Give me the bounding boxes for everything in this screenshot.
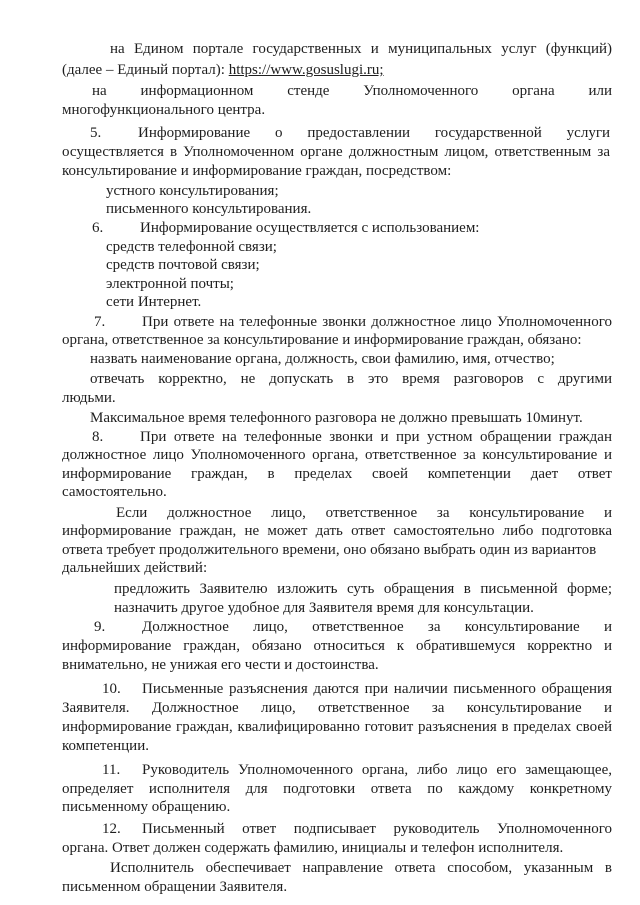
text-line: письменном обращении Заявителя.: [62, 879, 288, 895]
text-line: ответа требует продолжительного времени, оно обязано выбрать один из вариантов: [62, 542, 597, 558]
text-line: средств почтовой связи;: [106, 257, 260, 273]
text-line: Максимальное время телефонного разговора не должно превышать 10минут.: [90, 410, 583, 426]
text-line: назначить другое удобное для Заявителя время для консультации.: [114, 600, 534, 616]
text-fragment: При ответе на телефонные звонки должностное лицо Уполномоченного: [142, 314, 612, 330]
gosuslugi-link[interactable]: https://www.gosuslugi.ru;: [228, 62, 384, 78]
text-fragment: Письменные разъяснения даются при наличии письменного обращения: [142, 681, 612, 697]
text-line: многофункционального центра.: [62, 102, 266, 118]
text-fragment: Должностное лицо, ответственное за консультирование и: [142, 619, 612, 635]
text-line: средств телефонной связи;: [106, 239, 277, 255]
text-line: органа, ответственное за консультирование и информирование граждан, обязано:: [62, 332, 582, 348]
text-line: [102, 680, 612, 698]
text-line: [90, 124, 610, 142]
text-line: устного консультирования;: [106, 183, 279, 199]
text-fragment: (далее – Единый портал):: [62, 62, 229, 78]
text-line: компетенции.: [62, 738, 149, 754]
text-line: [102, 820, 612, 838]
text-fragment: Руководитель Уполномоченного органа, либо лицо его замещающее,: [142, 762, 612, 778]
text-line: предложить Заявителю изложить суть обращения в письменной форме;: [114, 581, 612, 597]
text-line: определяет исполнителя для подготовки ответа по каждому конкретному: [62, 781, 612, 797]
text-line: информирование граждан, в пределах своей компетенции дает ответ: [62, 466, 612, 482]
text-line: [62, 61, 384, 79]
text-fragment: Информирование о предоставлении государственной услуги: [138, 125, 610, 141]
text-line: на информационном стенде Уполномоченного органа или: [92, 83, 612, 99]
text-line: [94, 618, 612, 636]
text-line: письменному обращению.: [62, 799, 231, 815]
text-line: Заявителя. Должностное лицо, ответственное за консультирование и: [62, 700, 612, 716]
text-line: информирование граждан, не может дать ответ самостоятельно либо подготовка: [62, 523, 612, 539]
item-number: 11.: [102, 762, 121, 778]
text-line: [94, 313, 612, 331]
item-number: 9.: [94, 619, 106, 635]
text-fragment: Информирование осуществляется с использованием:: [140, 220, 480, 236]
text-line: дальнейших действий:: [62, 560, 208, 576]
item-number: 8.: [92, 429, 104, 445]
text-line: людьми.: [62, 390, 116, 406]
text-line: информирование граждан, квалифицированно готовит разъяснения в пределах своей: [62, 719, 612, 735]
text-line: самостоятельно.: [62, 484, 167, 500]
item-number: 7.: [94, 314, 106, 330]
text-line: [102, 761, 612, 779]
item-number: 12.: [102, 821, 121, 837]
text-fragment: Письменный ответ подписывает руководитель Уполномоченного: [142, 821, 612, 837]
text-line: [92, 219, 479, 237]
text-line: назвать наименование органа, должность, свои фамилию, имя, отчество;: [90, 351, 555, 367]
text-line: [92, 428, 612, 446]
text-line: органа. Ответ должен содержать фамилию, инициалы и телефон исполнителя.: [62, 840, 564, 856]
text-line: электронной почты;: [106, 276, 234, 292]
item-number: 6.: [92, 220, 104, 236]
text-line: отвечать корректно, не допускать в это время разговоров с другими: [90, 371, 612, 387]
text-line: внимательно, не унижая его чести и достоинства.: [62, 657, 379, 673]
text-line: консультирование и информирование граждан, посредством:: [62, 163, 452, 179]
text-line: письменного консультирования.: [106, 201, 312, 217]
text-line: информирование граждан, обязано относиться к обратившемуся корректно и: [62, 638, 612, 654]
text-line: Если должностное лицо, ответственное за консультирование и: [116, 505, 612, 521]
text-line: Исполнитель обеспечивает направление ответа способом, указанным в: [110, 860, 612, 876]
text-line: на Едином портале государственных и муниципальных услуг (функций): [110, 41, 612, 57]
item-number: 10.: [102, 681, 121, 697]
text-fragment: При ответе на телефонные звонки и при устном обращении граждан: [140, 429, 612, 445]
text-line: сети Интернет.: [106, 294, 202, 310]
item-number: 5.: [90, 125, 102, 141]
text-line: осуществляется в Уполномоченном органе должностным лицом, ответственным за: [62, 144, 610, 160]
text-line: должностное лицо Уполномоченного органа, ответственное за консультирование и: [62, 447, 612, 463]
